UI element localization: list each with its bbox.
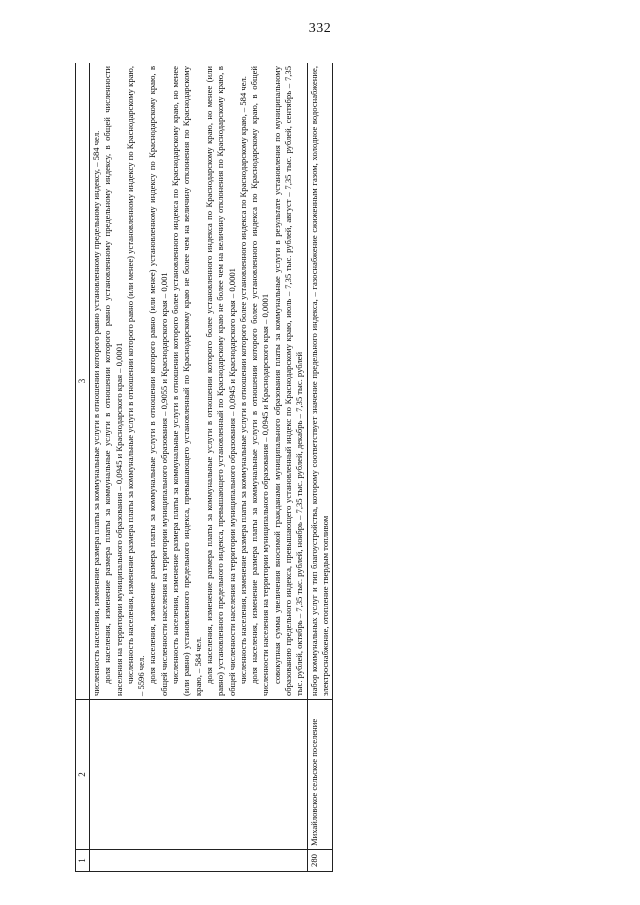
- table-row-continuation: [90, 63, 308, 872]
- table-frame: [75, 63, 577, 872]
- table-header-row: [76, 63, 90, 872]
- data-table: [75, 63, 333, 872]
- settlement-name: Михайловское сельское поселение: [307, 700, 333, 850]
- header-cell-3: 3: [76, 63, 90, 700]
- row-description-cell: [307, 63, 333, 700]
- paragraph: численность населения, изменение размера платы за коммунальные услуги в отношении которого равно установленному предельному индексу, – 584 чел.: [91, 130, 101, 696]
- header-cell-1: 1: [76, 850, 90, 872]
- header-cell-2: 2: [76, 700, 90, 850]
- continuation-cell-2: [90, 700, 308, 850]
- rotated-table-container: [75, 63, 577, 872]
- paragraph: доля населения, изменение размера платы за коммунальные услуги в отношении которого равно установленному предельному индексу, в общей численности населения на территории муниципального образования – 0,0945 и Краснодарского края – 0,0001: [102, 66, 124, 696]
- page-number: 332: [308, 21, 332, 36]
- paragraph: совокупная сумма увеличения вносимой гражданами муниципального образования платы за коммунальные услуги в результате установления по муниципальному образованию предельного индекса, превышающего установленный индекс по Краснодарскому краю, июль – 7,35 тыс. рублей, август – 7,35 тыс. рублей, сентябрь – 7,35 тыс. рублей, октябрь – 7,35 тыс. рублей, ноябрь – 7,35 тыс. рублей, декабрь – 7,35 тыс. рублей: [271, 66, 305, 696]
- paragraph: доля населения, изменение размера платы за коммунальные услуги в отношении которого более установленного индекса по Краснодарскому краю, в общей численности населения на территории муниципального образования – 0,0945 и Краснодарского края – 0,0001: [249, 66, 271, 696]
- paragraph: доля населения, изменение размера платы за коммунальные услуги в отношении которого более установленного индекса по Краснодарскому краю, но менее (или равно) установленного предельного индекса, превышающего установленный по Краснодарскому краю не более чем на величину отклонения по Краснодарскому краю, в общей численности населения на территории муниципального образования – 0,0945 и Краснодарского края – 0,0001: [203, 66, 237, 696]
- continuation-cell-1: [90, 850, 308, 872]
- row-description: набор коммунальных услуг и тип благоустройства, которому соответствует значение предельного индекса, – газоснабжение сжиженным газом, холодное водоснабжение, электроснабжение, отопление твердым топливом: [308, 66, 330, 696]
- continuation-cell-3: [90, 63, 308, 700]
- paragraph: доля населения, изменение размера платы за коммунальные услуги в отношении которого равно (или менее) установленному индексу по Краснодарскому краю, в общей численности населения на территории муниципального образования – 0,9055 и Краснодарского края – 0,001: [147, 66, 169, 696]
- paragraph: численность населения, изменение размера платы за коммунальные услуги в отношении которого более установленного индекса по Краснодарскому краю, но менее (или равно) установленного предельного индекса, превышающего установленный по Краснодарскому краю не более чем на величину отклонения по Краснодарскому краю, – 584 чел.: [170, 66, 203, 696]
- table-row: [307, 63, 333, 872]
- paragraph: численность населения, изменение размера платы за коммунальные услуги в отношении которого более установленного индекса по Краснодарскому краю, – 584 чел.: [237, 76, 248, 684]
- row-number: 280: [307, 850, 333, 872]
- paragraph: численность населения, изменение размера платы за коммунальные услуги в отношении которого равно (или менее) установленному индексу по Краснодарскому краю, – 5596 чел.: [124, 66, 147, 696]
